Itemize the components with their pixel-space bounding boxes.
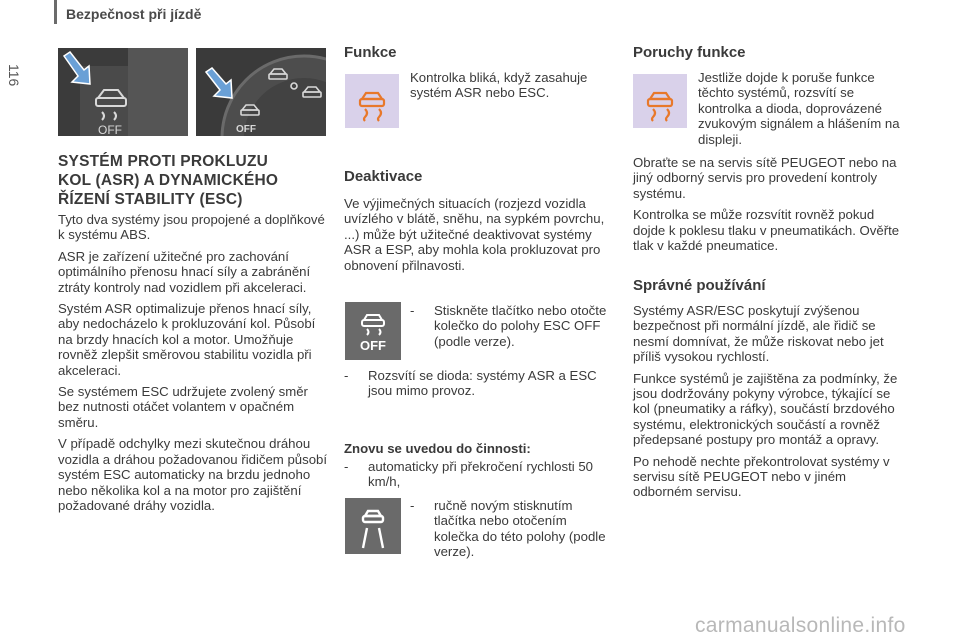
paragraph: Po nehodě nechte překontrolovat systémy v servisu sítě PEUGEOT nebo v jiném odborném servisu. <box>633 453 890 500</box>
title-line: ŘÍZENÍ STABILITY (ESC) <box>58 191 243 208</box>
title-line: KOL (ASR) A DYNAMICKÉHO <box>58 172 279 189</box>
paragraph: Obraťte se na servis sítě PEUGEOT nebo na jiný odborný servis pro provedení kontroly systému. <box>633 155 897 201</box>
title-line: SYSTÉM PROTI PROKLUZU <box>58 153 269 170</box>
asr-warning-lamp <box>345 74 399 128</box>
esc-off-button <box>345 302 401 360</box>
dash: - <box>410 498 415 513</box>
dial-closeup-image <box>196 48 326 136</box>
asr-warning-icon <box>345 74 399 128</box>
paragraph: Systémy ASR/ESC poskytují zvýšenou bezpečnost při normální jízdě, ale řidič se nesmí domnívat, že může riskovat nebo jet příliš vysokou rychlostí. <box>633 303 884 365</box>
paragraph: Tyto dva systémy jsou propojené a doplňkové k systému ABS. <box>58 212 325 243</box>
step-text: Stiskněte tlačítko nebo otočte kolečko do polohy ESC OFF (podle verze). <box>434 303 607 349</box>
paragraph: Kontrolka se může rozsvítit rovněž pokud dojde k poklesu tlaku v pneumatikách. Ověřte tlak v každé pneumatice. <box>633 207 900 254</box>
paragraph: Se systémem ESC udržujete zvolený směr bez nutnosti otáčet volantem v opačném směru. <box>58 384 308 430</box>
step-2 <box>344 368 620 399</box>
header-bar <box>54 0 57 24</box>
page-number: 116 <box>6 64 22 87</box>
funkce-text: Kontrolka bliká, když zasahuje systém ASR nebo ESC. <box>410 70 588 101</box>
poruchy-title: Poruchy funkce <box>633 44 746 61</box>
off-label: OFF <box>360 338 386 353</box>
dashboard-photo-button <box>58 48 188 136</box>
spravne-title: Správné používání <box>633 277 766 294</box>
asr-warning-icon <box>633 74 687 128</box>
asr-warning-lamp <box>633 74 687 128</box>
button-closeup-image <box>58 48 188 136</box>
dash: - <box>410 303 415 318</box>
poruchy-text: Jestliže dojde k poruše funkce těchto systémů, rozsvítí se kontrolka a dioda, doprovázené zvukovým signálem a hlášením na displeji. <box>698 70 900 147</box>
reactivate-title: Znovu se uvedou do činnosti: <box>344 441 531 456</box>
road-lanes-button <box>345 498 401 554</box>
deaktivace-text: Ve výjimečných situacích (rozjezd vozidla uvízlého v blátě, sněhu, na sypkém povrchu, ...) může být užitečné deaktivovat systémy ASR a ESP, aby mohla kola prokluzovat pro obnovení přilnavosti. <box>344 196 605 273</box>
reactivate-item-2 <box>410 498 610 560</box>
section-title <box>58 152 328 209</box>
dash: - <box>344 368 349 383</box>
off-label: OFF <box>236 124 256 135</box>
right-body-2 <box>633 303 909 506</box>
road-lanes-icon <box>345 498 401 554</box>
step-1 <box>410 303 610 349</box>
deaktivace-title: Deaktivace <box>344 168 423 185</box>
left-body <box>58 212 328 519</box>
header-title: Bezpečnost při jízdě <box>66 6 202 22</box>
paragraph: V případě odchylky mezi skutečnou dráhou vozidla a dráhou požadovanou řidičem působí systém ESC automaticky na brzdu jednoho nebo několika kol a na motor pro zajištění požadované dráhy vozidla. <box>58 436 328 513</box>
item-text: ručně novým stisknutím tlačítka nebo otočením kolečka do této polohy (podle verze). <box>434 498 606 560</box>
esc-off-button-icon <box>345 302 401 360</box>
item-text: automaticky při překročení rychlosti 50 km/h, <box>368 459 594 490</box>
reactivate-item-1 <box>344 459 620 490</box>
watermark: carmanualsonline.info <box>695 614 906 637</box>
dash: - <box>344 459 349 474</box>
off-label: OFF <box>98 123 122 136</box>
right-body-1 <box>633 155 909 259</box>
dashboard-photo-dial <box>196 48 326 136</box>
paragraph: Funkce systémů je zajištěna za podmínky, že jsou dodržovány pokyny výrobce, týkající se kol (pneumatiky a ráfky), součástí brzdového systému, elektronických součástí a rovněž předepsané postupy pro montáž a opravy. <box>633 370 898 448</box>
step-text: Rozsvítí se dioda: systémy ASR a ESC jsou mimo provoz. <box>368 368 597 399</box>
paragraph: Systém ASR optimalizuje přenos hnací síly, aby nedocházelo k prokluzování kol. Působí na brzdy hnacích kol a motor. Umožňuje rovněž zlepšit směrovou stabilitu vozidla při akceleraci. <box>58 301 316 378</box>
paragraph: ASR je zařízení užitečné pro zachování optimálního přenosu hnací síly a zabránění ztráty kontroly nad vozidlem při akceleraci. <box>58 248 311 295</box>
funkce-title: Funkce <box>344 44 397 61</box>
